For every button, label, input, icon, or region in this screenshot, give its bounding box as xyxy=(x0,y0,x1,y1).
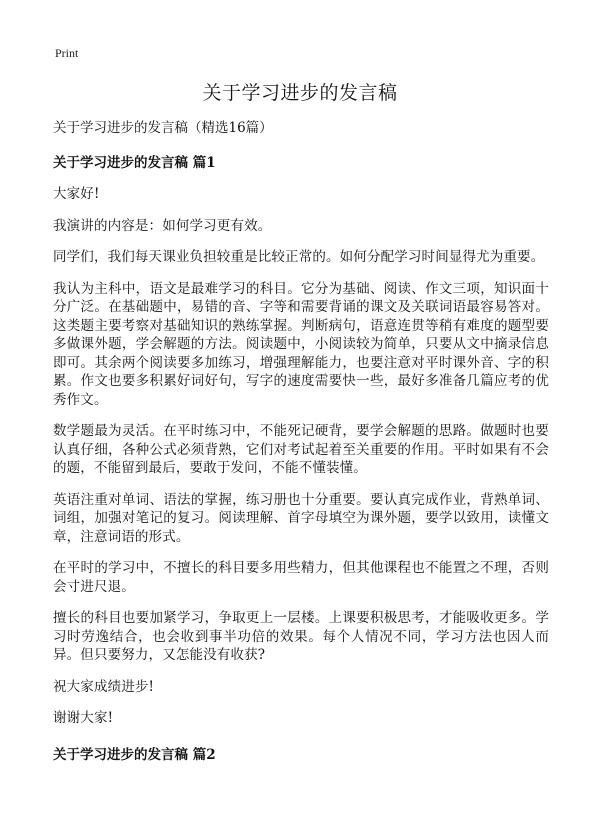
document-body xyxy=(53,119,549,777)
paragraph-chinese: 我认为主科中，语文是最难学习的科目。它分为基础、阅读、作文三项，知识面十分广泛。在基础题中，易错的音、字等和需要背诵的课文及关联词语最容易答对。这类题主要考察对基础知识的熟练掌握。判断病句，语意连贯等稍有难度的题型要多做课外题，学会解题的方法。阅读题中，小阅读较为简单，只要从文中摘录信息即可。其余两个阅读要多加练习，增强理解能力，也要注意对平时课外音、字的积累。作文也要多积累好词好句，写字的速度需要快一些，最好多准备几篇应考的优秀作文。 xyxy=(53,280,549,408)
document-subtitle: 关于学习进步的发言稿（精选16篇） xyxy=(53,120,273,136)
section-title-1: 关于学习进步的发言稿 篇1 xyxy=(53,155,216,171)
paragraph-greeting: 大家好! xyxy=(53,186,100,202)
document-title: 关于学习进步的发言稿 xyxy=(202,82,398,104)
paragraph-topic: 我演讲的内容是：如何学习更有效。 xyxy=(53,217,272,234)
section-title-2: 关于学习进步的发言稿 篇2 xyxy=(53,746,216,763)
print-link[interactable]: Print xyxy=(55,46,79,60)
paragraph-english: 英语注重对单词、语法的掌握，练习册也十分重要。要认真完成作业，背熟单词、词组，加强对笔记的复习。阅读理解、首字母填空为课外题，要学以致用，读懂文章，注意词语的形式。 xyxy=(53,491,549,545)
paragraph-thanks: 谢谢大家! xyxy=(53,710,114,726)
paragraph-math: 数学题最为灵活。在平时练习中，不能死记硬背，要学会解题的思路。做题时也要认真仔细，各种公式必须背熟，它们对考试起着至关重要的作用。平时如果有不会的题，不能留到最后，要敢于发问，不能不懂装懂。 xyxy=(53,423,549,476)
paragraph-intro: 同学们，我们每天课业负担较重是比较正常的。如何分配学习时间显得尤为重要。 xyxy=(53,249,545,265)
paragraph-strong-subjects: 擅长的科目也要加紧学习，争取更上一层楼。上课要积极思考，才能吸收更多。学习时劳逸结合，也会收到事半功倍的效果。每个人情况不同，学习方法也因人而异。但只要努力，又怎能没有收获? xyxy=(53,610,549,663)
paragraph-wish: 祝大家成绩进步! xyxy=(53,678,155,695)
paragraph-weak-subjects: 在平时的学习中，不擅长的科目要多用些精力，但其他课程也不能置之不理，否则会寸进尺退。 xyxy=(53,560,549,595)
